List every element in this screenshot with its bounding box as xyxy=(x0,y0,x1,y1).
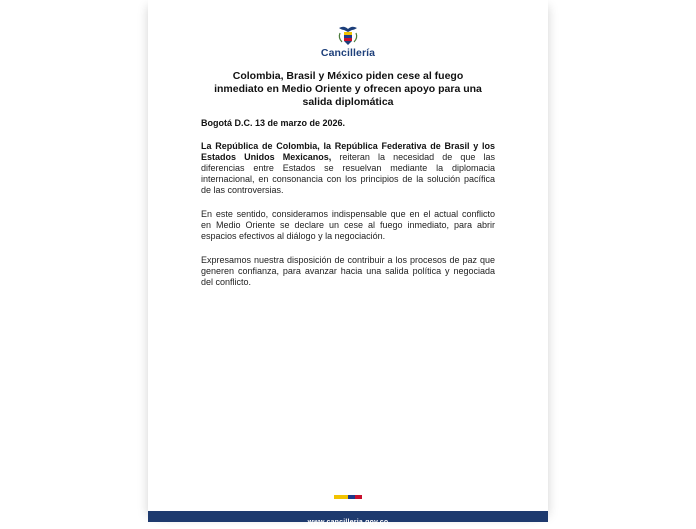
logo-text: Cancillería xyxy=(320,47,376,59)
paragraph-3 xyxy=(201,255,495,288)
paragraph-3-text: Expresamos nuestra disposición de contribuir a los procesos de paz que generen confianza, para avanzar hacia una salida política y negociada del conflicto. xyxy=(201,255,495,287)
footer-bar xyxy=(148,511,548,526)
paragraph-2 xyxy=(201,209,495,242)
flag-stripe-blue xyxy=(348,495,355,499)
paragraph-1-bold: La República de Colombia, la República Federativa de Brasil y los Estados Unidos Mexicanos, xyxy=(201,141,495,162)
press-release-body xyxy=(201,141,495,301)
flag-stripe-red xyxy=(355,495,362,499)
footer-flag-stripe xyxy=(334,495,362,499)
press-release-title: Colombia, Brasil y México piden cese al fuego inmediato en Medio Oriente y ofrecen apoyo para una salida diplomática xyxy=(214,70,482,108)
paragraph-1-text: reiteran la necesidad de que las diferencias entre Estados se resuelvan mediante la diplomacia internacional, en consonancia con los principios de la solución pacífica de las controversias. xyxy=(201,152,495,195)
colombia-coat-of-arms-icon xyxy=(335,24,361,46)
cancilleria-logo xyxy=(148,24,548,59)
press-release-page xyxy=(148,0,548,526)
footer-website-link[interactable]: www.cancilleria.gov.co xyxy=(307,519,389,526)
paragraph-2-text: En este sentido, consideramos indispensable que en el actual conflicto en Medio Oriente se declare un cese al fuego inmediato, para abrir espacios efectivos al diálogo y la negociación. xyxy=(201,209,495,241)
dateline: Bogotá D.C. 13 de marzo de 2026. xyxy=(201,118,346,128)
paragraph-1 xyxy=(201,141,495,196)
flag-stripe-yellow xyxy=(334,495,348,499)
